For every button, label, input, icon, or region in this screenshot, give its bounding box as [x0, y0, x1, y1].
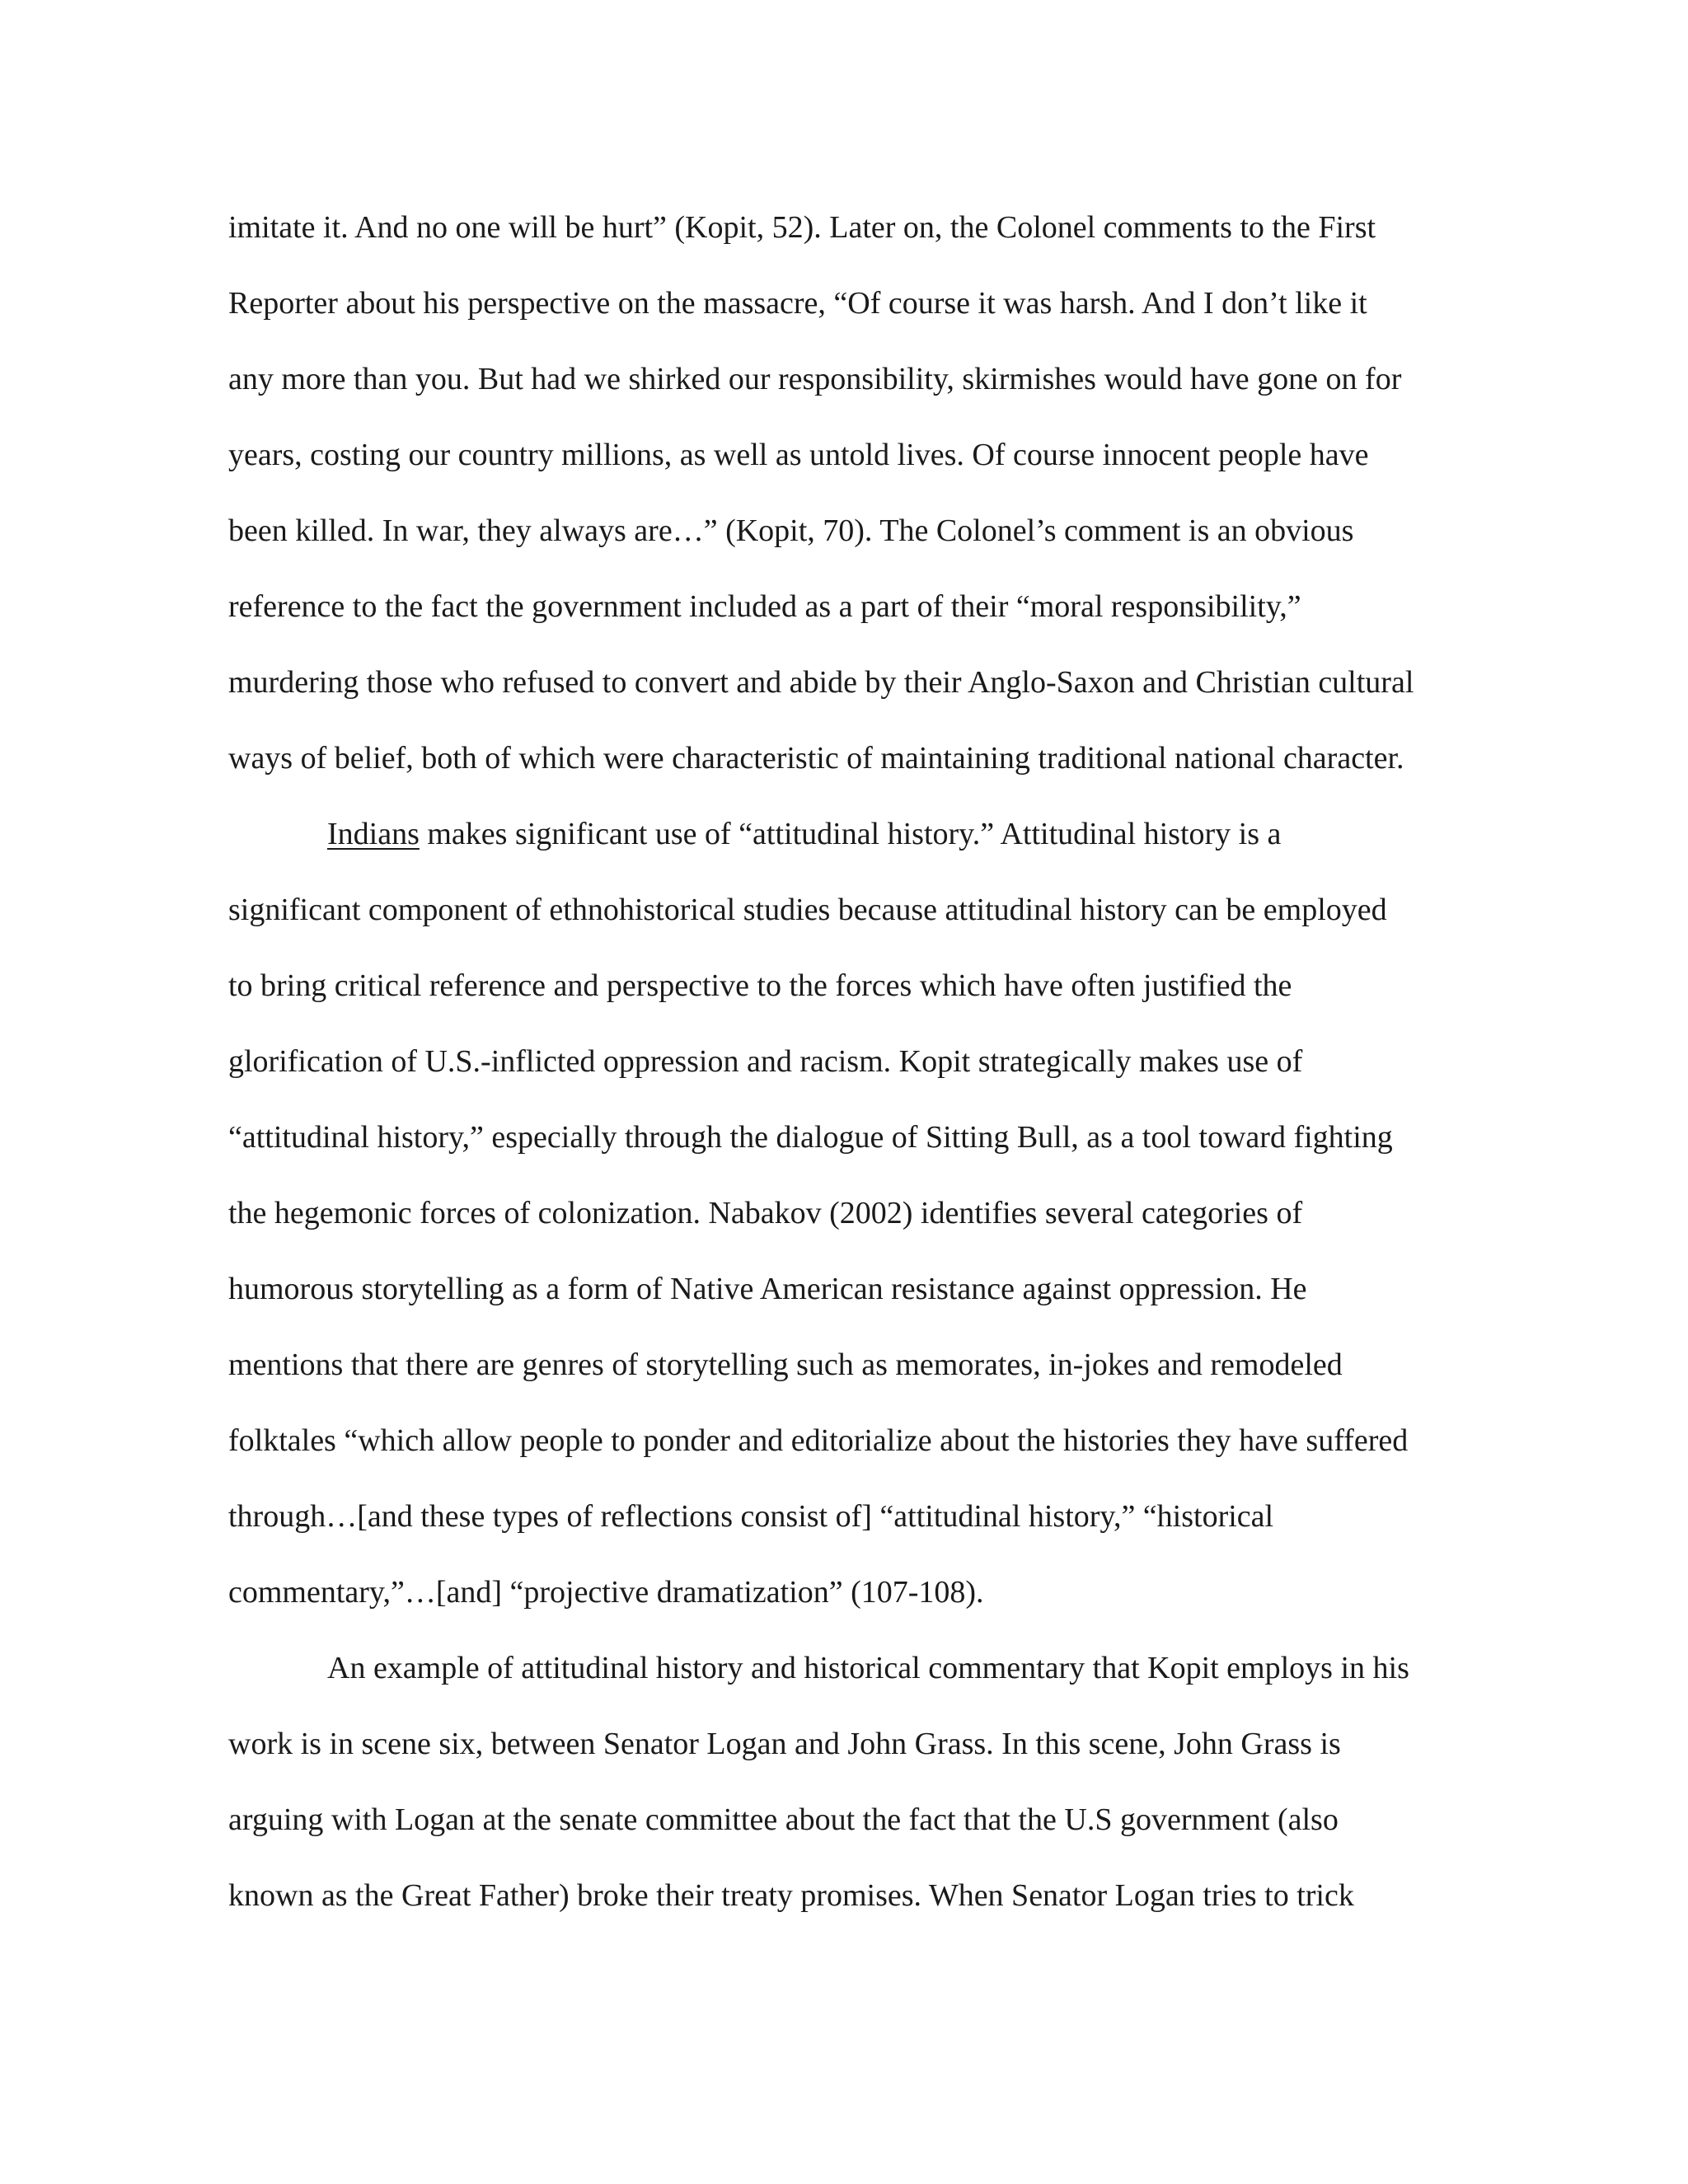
paragraph-first-line — [228, 796, 1473, 872]
text-line: any more than you. But had we shirked our responsibility, skirmishes would have gone on for — [228, 362, 1402, 396]
text-line: the hegemonic forces of colonization. Nabakov (2002) identifies several categories of — [228, 1196, 1303, 1230]
text-line: mentions that there are genres of storytelling such as memorates, in-jokes and remodeled — [228, 1347, 1343, 1382]
text-line: significant component of ethnohistorical studies because attitudinal history can be employed — [228, 893, 1387, 927]
text-line: work is in scene six, between Senator Logan and John Grass. In this scene, John Grass is — [228, 1727, 1341, 1761]
first-line-rest: makes significant use of “attitudinal history.” Attitudinal history is a — [419, 817, 1282, 851]
text-line: to bring critical reference and perspective to the forces which have often justified the — [228, 968, 1292, 1003]
text-line: years, costing our country millions, as well as untold lives. Of course innocent people have — [228, 438, 1369, 472]
text-line: imitate it. And no one will be hurt” (Kopit, 52). Later on, the Colonel comments to the First — [228, 210, 1376, 245]
text-line: known as the Great Father) broke their treaty promises. When Senator Logan tries to trick — [228, 1878, 1354, 1913]
underlined-title: Indians — [327, 817, 420, 851]
text-line: “attitudinal history,” especially through the dialogue of Sitting Bull, as a tool toward fighting — [228, 1120, 1393, 1155]
body-text — [228, 190, 1473, 1933]
text-line: arguing with Logan at the senate committee about the fact that the U.S government (also — [228, 1802, 1339, 1837]
text-line: commentary,”…[and] “projective dramatization” (107-108). — [228, 1575, 984, 1610]
text-line: reference to the fact the government included as a part of their “moral responsibility,” — [228, 589, 1301, 624]
text-line: murdering those who refused to convert and abide by their Anglo-Saxon and Christian cultural — [228, 665, 1414, 700]
text-line: folktales “which allow people to ponder and editorialize about the histories they have suffered — [228, 1423, 1409, 1458]
text-line: been killed. In war, they always are…” (Kopit, 70). The Colonel’s comment is an obvious — [228, 513, 1354, 548]
text-line: Reporter about his perspective on the massacre, “Of course it was harsh. And I don’t like it — [228, 286, 1367, 321]
text-line: humorous storytelling as a form of Native American resistance against oppression. He — [228, 1272, 1307, 1306]
paragraph-first-line: An example of attitudinal history and historical commentary that Kopit employs in his — [327, 1651, 1409, 1685]
text-line: through…[and these types of reflections consist of] “attitudinal history,” “historical — [228, 1499, 1274, 1534]
text-line: glorification of U.S.-inflicted oppression and racism. Kopit strategically makes use of — [228, 1044, 1303, 1079]
text-line: ways of belief, both of which were characteristic of maintaining traditional national character. — [228, 741, 1404, 776]
